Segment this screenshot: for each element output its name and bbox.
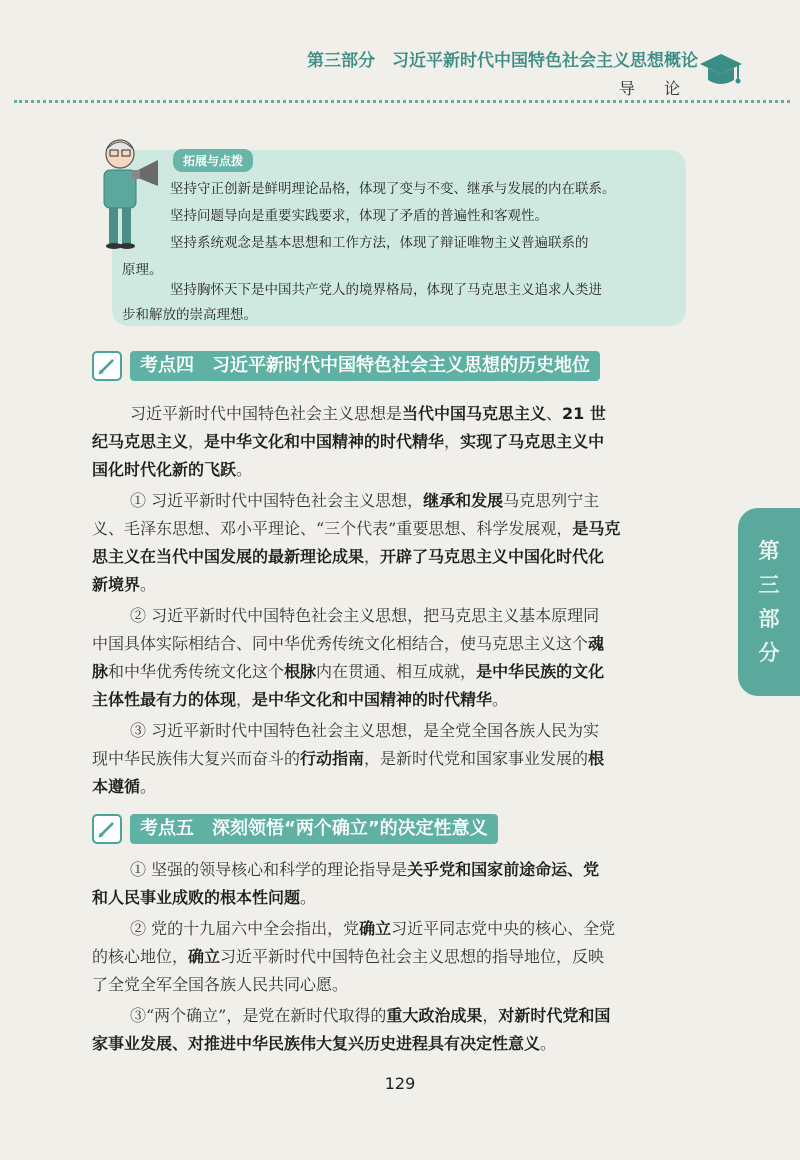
body-line: 中国具体实际相结合、同中华优秀传统文化相结合，使马克思主义这个魂 (92, 634, 605, 653)
body-line: 思主义在当代中国发展的最新理论成果，开辟了马克思主义中国化时代化 (92, 547, 605, 566)
pencil-icon (92, 814, 122, 844)
body-line: 家事业发展、对推进中华民族伟大复兴历史进程具有决定性意义。 (92, 1034, 557, 1053)
body-line: 国化时代化新的飞跃。 (92, 460, 253, 479)
callout-line: 原理。 (122, 262, 163, 278)
body-line: 了全党全军全国各族人民共同心愿。 (92, 975, 349, 994)
body-line: 新境界。 (92, 575, 157, 594)
body-line: ② 习近平新时代中国特色社会主义思想，把马克思主义基本原理同 (130, 606, 600, 625)
body-line: ① 坚强的领导核心和科学的理论指导是关乎党和国家前途命运、党 (130, 860, 600, 879)
pencil-icon (92, 351, 122, 381)
body-line: 和人民事业成败的根本性问题。 (92, 888, 317, 907)
body-line: 脉和中华优秀传统文化这个根脉内在贯通、相互成就，是中华民族的文化 (92, 662, 605, 681)
callout-line: 坚持胸怀天下是中国共产党人的境界格局，体现了马克思主义追求人类进 (170, 282, 602, 298)
graduation-cap-icon (698, 50, 744, 92)
running-header-title: 第三部分 习近平新时代中国特色社会主义思想概论 (307, 51, 698, 71)
chapter-side-tab (738, 508, 800, 696)
body-line: ① 习近平新时代中国特色社会主义思想，继承和发展马克思列宁主 (130, 491, 600, 510)
body-line: 本遵循。 (92, 777, 157, 796)
side-tab-label: 第 三 部 分 (758, 539, 780, 665)
teacher-with-megaphone-illustration (96, 134, 170, 252)
body-line: ② 党的十九届六中全会指出，党确立习近平同志党中央的核心、全党 (130, 919, 616, 938)
callout-line: 步和解放的崇高理想。 (122, 307, 257, 323)
running-header-subtitle: 导 论 (618, 79, 692, 98)
body-line: 的核心地位，确立习近平新时代中国特色社会主义思想的指导地位，反映 (92, 947, 605, 966)
body-line: 习近平新时代中国特色社会主义思想是当代中国马克思主义、21 世 (130, 404, 606, 423)
body-line: ③“两个确立”，是党在新时代取得的重大政治成果，对新时代党和国 (130, 1006, 611, 1025)
body-line: 现中华民族伟大复兴而奋斗的行动指南，是新时代党和国家事业发展的根 (92, 749, 605, 768)
callout-line: 坚持问题导向是重要实践要求，体现了矛盾的普遍性和客观性。 (170, 208, 548, 224)
body-line: 义、毛泽东思想、邓小平理论、“三个代表”重要思想、科学发展观，是马克 (92, 519, 621, 538)
body-line: 主体性最有力的体现，是中华文化和中国精神的时代精华。 (92, 690, 509, 709)
body-line: ③ 习近平新时代中国特色社会主义思想，是全党全国各族人民为实 (130, 721, 600, 740)
section-title: 考点四 习近平新时代中国特色社会主义思想的历史地位 (130, 351, 600, 381)
callout-tag: 拓展与点拨 (173, 149, 253, 172)
body-line: 纪马克思主义，是中华文化和中国精神的时代精华，实现了马克思主义中 (92, 432, 605, 451)
callout-line: 坚持系统观念是基本思想和工作方法，体现了辩证唯物主义普遍联系的 (170, 235, 589, 251)
callout-line: 坚持守正创新是鲜明理论品格，体现了变与不变、继承与发展的内在联系。 (170, 181, 616, 197)
header-divider (14, 100, 790, 103)
page-number: 129 (384, 1074, 416, 1093)
section-title: 考点五 深刻领悟“两个确立”的决定性意义 (130, 814, 498, 844)
